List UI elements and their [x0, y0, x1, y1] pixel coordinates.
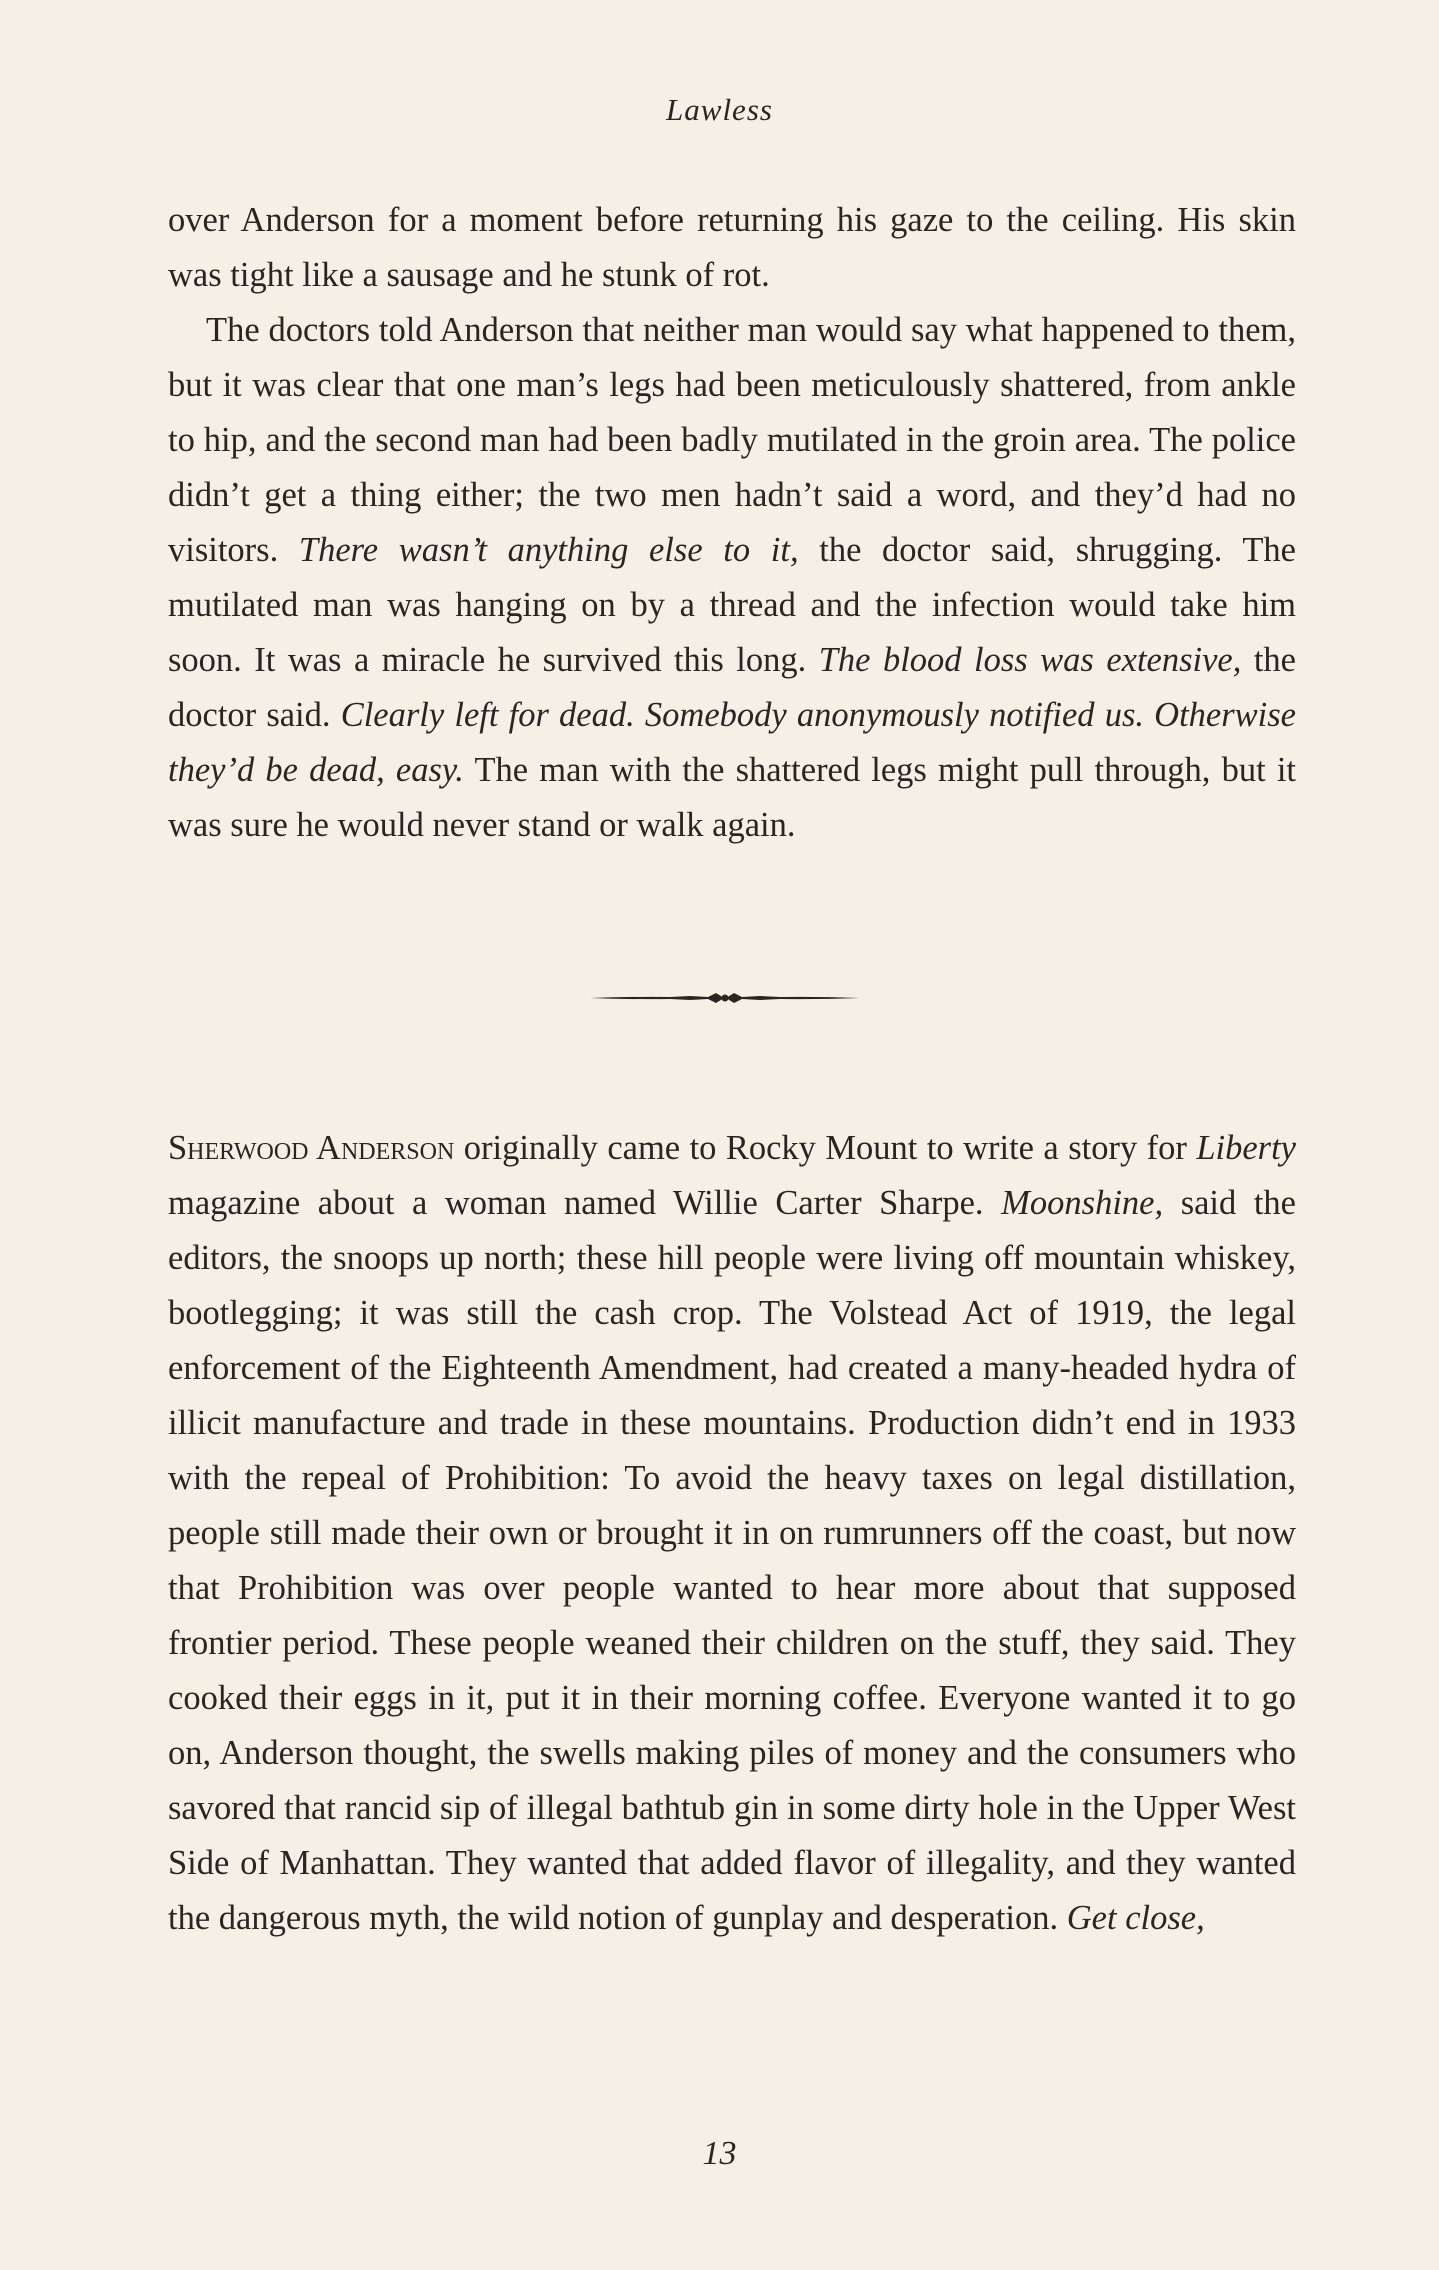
text-run: said the editors, the snoops up north; these hill people were living off mountain whiskey, bootlegging; it was still the cash crop. The Volstead Act of 1919, the legal enforcement of the Eighteenth Amendment, had created a many-headed hydra of illicit manufacture and trade in these mountains. Production didn’t end in 1933 with the repeal of Prohibition: To avoid the heavy taxes on legal distillation, people still made their own or brought it in on rumrunners off the coast, but now that Prohibition was over people wanted to hear more about that supposed frontier period. These people weaned their children on the stuff, they said. They cooked their eggs in it, put it in their morning coffee. Everyone wanted it to go on, Anderson thought, the swells making piles of money and the consumers who savored that rancid sip of illegal bathtub gin in some dirty hole in the Upper West Side of Manhattan. They wanted that added flavor of illegality, and they wanted the dangerous myth, the wild notion of gunplay and desperation. — [168, 1184, 1296, 1937]
running-head: Lawless — [666, 92, 773, 127]
italic-quote: Moonshine, — [1001, 1184, 1164, 1222]
italic-title: Liberty — [1196, 1129, 1296, 1167]
paragraph-sherwood-anderson — [168, 1121, 1296, 1946]
text-run: originally came to Rocky Mount to write a story for — [454, 1129, 1197, 1167]
small-caps-name: Sherwood Anderson — [168, 1129, 455, 1167]
text-run: The man with the shattered legs might pull through, but it was sure he would never stand or walk again. — [168, 751, 1296, 844]
text-run: the doctor said. — [168, 641, 1296, 734]
paragraph-continuation: over Anderson for a moment before returning his gaze to the ceiling. His skin was tight like a sausage and he stunk of rot. — [168, 201, 1296, 294]
page-number: 13 — [702, 2135, 737, 2172]
paragraph-doctors — [168, 303, 1296, 853]
italic-quote: There wasn’t anything else to it, — [298, 531, 799, 569]
text-run: The doctors told Anderson that neither man would say what happened to them, but it was clear that one man’s legs had been meticulously shattered, from ankle to hip, and the second man had been badly mutilated in the groin area. The police didn’t get a thing either; the two men hadn’t said a word, and they’d had no visitors. — [168, 311, 1296, 569]
italic-quote: Get close, — [1066, 1899, 1205, 1937]
text-run: the doctor said, shrugging. The mutilated man was hanging on by a thread and the infection would take him soon. It was a miracle he survived this long. — [168, 531, 1296, 679]
section-2-text — [168, 1121, 1296, 1946]
text-run: magazine about a woman named Willie Carter Sharpe. — [168, 1184, 1002, 1222]
italic-quote: The blood loss was extensive, — [818, 641, 1242, 679]
section-1-text — [168, 193, 1296, 853]
section-break-ornament — [590, 990, 860, 1006]
italic-quote: Clearly left for dead. Somebody anonymously notified us. Otherwise they’d be dead, easy. — [168, 696, 1296, 789]
